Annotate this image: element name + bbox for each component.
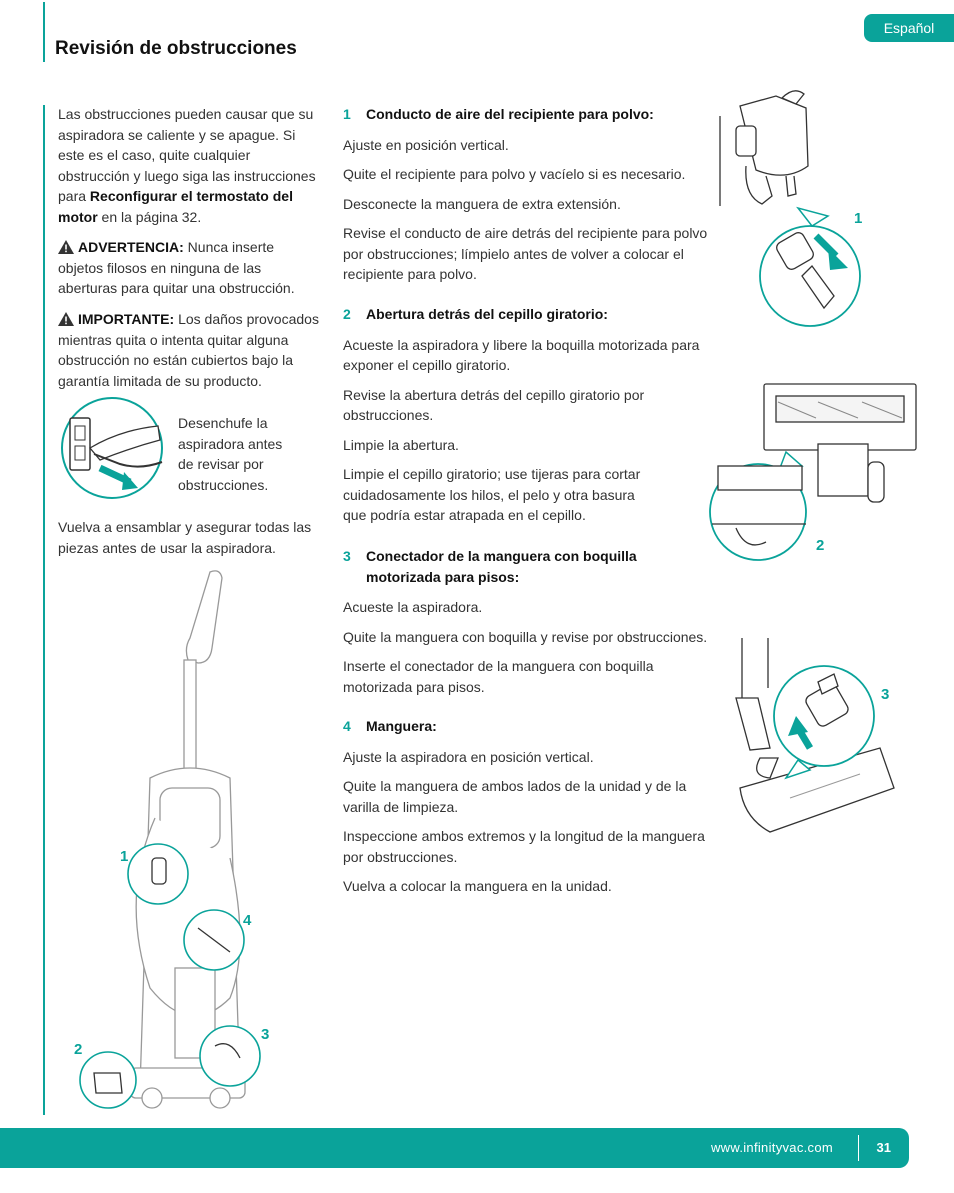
intro-paragraph	[58, 104, 323, 227]
page-number: 31	[876, 1140, 891, 1155]
warning-note	[58, 237, 323, 299]
section-1-step-3: Desconecte la manguera de extra extensión.	[343, 195, 621, 212]
section-1-number: 1	[343, 106, 351, 122]
unplug-illustration	[60, 396, 170, 500]
section-1-step-4: Revise el conducto de aire detrás del recipiente para polvo por obstrucciones; límpielo antes de volver a colocar el recipiente para polvo.	[343, 225, 708, 282]
callout-right-2: 2	[816, 537, 825, 554]
hose-connector-illustration	[730, 638, 900, 838]
section-3-heading: 3 Conectador de la manguera con boquilla motorizada para pisos:	[343, 548, 637, 585]
section-1-step-2: Quite el recipiente para polvo y vacíelo si es necesario.	[343, 166, 686, 182]
warning-label: ADVERTENCIA:	[78, 239, 184, 255]
warning-icon	[58, 240, 74, 254]
warning-text: Nunca inserte objetos filosos en ninguna de las aberturas para quitar una obstrucción.	[58, 239, 295, 296]
footer-bar	[0, 1128, 909, 1168]
section-3-step-3: Inserte el conectador de la manguera con boquilla motorizada para pisos.	[343, 658, 654, 695]
intro-page-ref: en la página 32.	[97, 208, 202, 225]
footer-divider	[858, 1135, 859, 1161]
section-4-step-4: Vuelva a colocar la manguera en la unidad.	[343, 878, 612, 894]
intro-text: Las obstrucciones pueden causar que su aspiradora se caliente y se apague. Si este es el caso, quite cualquier obstrucción y luego siga las instrucciones para	[58, 106, 316, 204]
section-3-number: 3	[343, 548, 351, 564]
section-4-heading: 4 Manguera:	[343, 716, 723, 737]
callout-number-3: 3	[261, 1026, 270, 1043]
section-4-step-3: Inspeccione ambos extremos y la longitud de la manguera por obstrucciones.	[343, 828, 705, 865]
dust-cup-air-duct-illustration	[716, 86, 876, 326]
page-title: Revisión de obstrucciones	[55, 38, 297, 59]
section-2-step-2: Revise la abertura detrás del cepillo giratorio por obstrucciones.	[343, 386, 645, 423]
top-accent-bar	[43, 2, 45, 62]
callout-right-3: 3	[881, 686, 890, 703]
section-4-step-2: Quite la manguera de ambos lados de la unidad y de la varilla de limpieza.	[343, 778, 687, 815]
unplug-instruction: Desenchufe la aspiradora antes de revisar por obstrucciones.	[178, 415, 283, 493]
section-2	[343, 304, 723, 526]
section-3-step-2: Quite la manguera con boquilla y revise por obstrucciones.	[343, 628, 708, 645]
thermostat-reset-link-text: Reconfigurar el termostato del motor	[58, 188, 293, 225]
reassemble-instruction: Vuelva a ensamblar y asegurar todas las piezas antes de usar la aspiradora.	[58, 519, 312, 556]
section-3	[343, 546, 723, 697]
important-warning-icon	[58, 312, 74, 326]
website-url[interactable]: www.infinityvac.com	[710, 1140, 833, 1155]
important-note	[58, 309, 323, 391]
section-1-step-1: Ajuste en posición vertical.	[343, 136, 509, 153]
section-2-step-3: Limpie la abertura.	[343, 436, 459, 453]
important-label: IMPORTANTE:	[78, 311, 175, 327]
section-2-number: 2	[343, 306, 351, 322]
section-2-heading: 2 Abertura detrás del cepillo giratorio:	[343, 304, 723, 325]
left-accent-bar	[43, 105, 45, 1115]
section-3-step-1: Acueste la aspiradora.	[343, 599, 483, 615]
section-2-step-1: Acueste la aspiradora y libere la boquilla motorizada para exponer el cepillo giratorio.	[343, 336, 700, 373]
section-4	[343, 716, 723, 897]
callout-number-2: 2	[74, 1041, 83, 1058]
important-text: Los daños provocados mientras quita o intenta quitar alguna obstrucción no están cubiertos bajo la garantía limitada de su producto.	[58, 311, 319, 389]
section-2-step-4: Limpie el cepillo giratorio; use tijeras para cortar cuidadosamente los hilos, el pelo y otra basura que podría estar atrapada en el cepillo.	[343, 466, 641, 523]
section-1	[343, 104, 723, 285]
callout-number-1: 1	[120, 848, 129, 865]
language-tab[interactable]: Español	[864, 14, 954, 42]
section-4-number: 4	[343, 718, 351, 734]
callout-number-4: 4	[243, 912, 252, 929]
section-4-step-1: Ajuste la aspiradora en posición vertical.	[343, 748, 594, 765]
callout-right-1: 1	[854, 210, 863, 227]
section-1-heading: 1 Conducto de aire del recipiente para polvo:	[343, 104, 723, 125]
vacuum-illustration	[80, 568, 280, 1118]
